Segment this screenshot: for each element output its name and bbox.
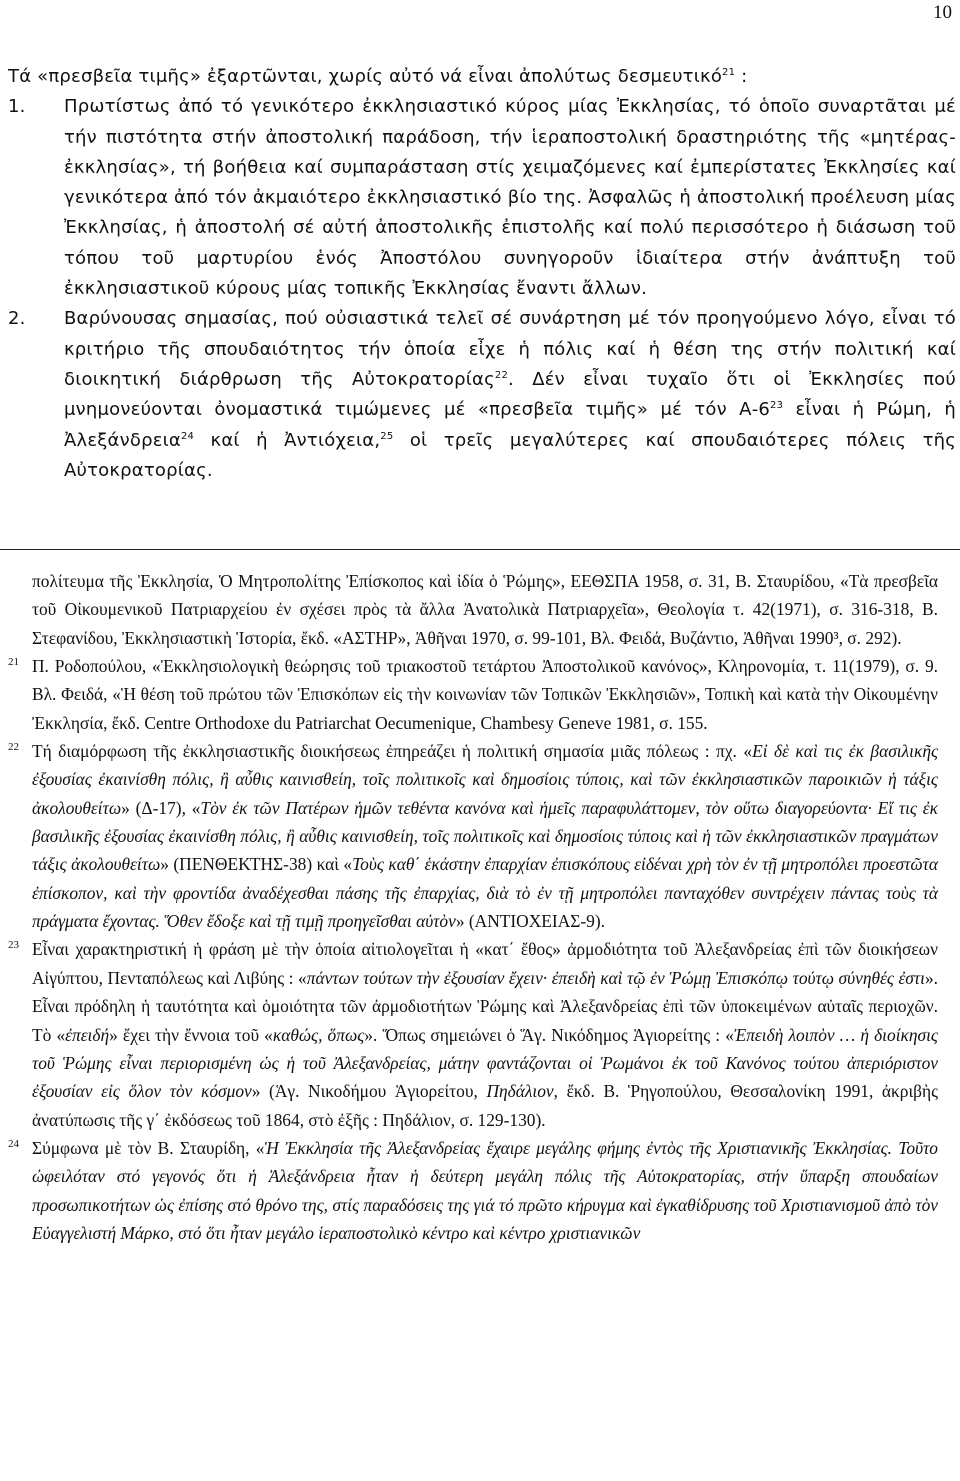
footnote-23: 23 Εἶναι χαρακτηριστική ἡ φράση μὲ τὴν ὁποία αἰτιολογεῖται ἡ «κατ΄ ἔθος» ἀρμοδιότητα τοῦ Ἀλεξανδρείας ἐπὶ τῶν διοικήσεων Αἰγύπτου, Πενταπόλεως καὶ Λιβύης : «πάντων τούτων τὴν ἐξουσίαν ἔχειν· ἐπειδὴ καὶ τῷ ἐν Ῥώμῃ Ἐπισκόπῳ τούτῳ σύνηθές ἐστι». Εἶναι πρόδηλη ἡ ταυτότητα καὶ ὁμοιότητα τῶν ἀρμοδιοτήτων Ῥώμης καὶ Ἀλεξανδρείας ἐπὶ τῶν ὑποκειμένων αὐταῖς περιοχῶν. Τὸ «ἐπειδή» ἔχει τὴν ἔννοια τοῦ «καθώς, ὅπως». Ὅπως σημειώνει ὁ Ἅγ. Νικόδημος Ἁγιορείτης : «Ἐπειδὴ λοιπὸν … ἡ διοίκησις τοῦ Ῥώμης εἶναι περιορισμένη ὡς ἡ τοῦ Ἀλεξανδρείας, μάτην φαντάζονται οἱ Ῥωμάνοι ἐκ τοῦ Κανόνος τούτου ἀπεριόριστον ἐξουσίαν εἰς ὅλον τὸν κόσμον» (Ἁγ. Νικοδήμου Ἁγιορείτου, Πηδάλιον, ἔκδ. Β. Ῥηγοπούλου, Θεσσαλονίκη 1991, ἀκριβὴς ἀνατύπωσις τῆς γ΄ ἐκδόσεως τοῦ 1864, στὸ ἐξῆς : Πηδάλιον, σ. 129-130). <box>8 935 938 1133</box>
list-item-number: 1. <box>8 96 26 118</box>
footnote-ref-23[interactable]: 23 <box>770 400 784 412</box>
footnote-ref-24[interactable]: 24 <box>180 430 195 442</box>
main-text <box>8 62 956 486</box>
footnote-ref-21[interactable]: 21 <box>722 67 736 78</box>
footnote-number: 23 <box>8 939 19 952</box>
footnote-22: 22 Τή διαμόρφωση τῆς ἐκκλησιαστικῆς διοικήσεως ἐπηρεάζει ἡ πολιτική σημασία μιᾶς πόλεως : πχ. «Εἰ δὲ καὶ τις ἐκ βασιλικῆς ἐξουσίας ἐκαινίσθη πόλις, ἢ αὖθις καινισθείη, τοῖς πολιτικοῖς καὶ δημοσίοις τύποις, καὶ τῶν ἐκκλησιαστικῶν παροικιῶν ἡ τάξις ἀκολουθείτω» (Δ-17), «Τὸν ἐκ τῶν Πατέρων ἡμῶν τεθέντα κανόνα καὶ ἡμεῖς παραφυλάττομεν, τὸν οὕτω διαγορεύοντα· Εἴ τις ἐκ βασιλικῆς ἐξουσίας ἐκαινίσθη πόλις, ἢ αὖθις καινισθείη, τοῖς πολιτικοῖς καὶ δημοσίοις τύποις καὶ ἡ τῶν ἐκκλησιαστικῶν πραγμάτων τάξις ἀκολουθείτω» (ΠΕΝΘΕΚΤΗΣ-38) καὶ «Τοὺς καθ΄ ἑκάστην ἐπαρχίαν ἐπισκόπους εἰδέναι χρὴ τὸν ἐν τῇ μητροπόλει προεστῶτα ἐπίσκοπον, καὶ τὴν φροντίδα ἀναδέχεσθαι πάσης τῆς ἐπαρχίας, διὰ τὸ ἐν τῇ μητροπόλει πανταχόθεν συντρέχειν πάντας τοὺς τὰ πράγματα ἔχοντας. Ὅθεν ἔδοξε καὶ τῇ τιμῇ προηγεῖσθαι αὐτὸν» (ΑΝΤΙΟΧΕΙΑΣ-9). <box>8 737 938 935</box>
page-number: 10 <box>933 2 952 23</box>
footnote-24: 24 Σύμφωνα μὲ τὸν Β. Σταυρίδη, «Ἡ Ἐκκλησία τῆς Ἀλεξανδρείας ἔχαιρε μεγάλης φήμης ἐντὸς τῆς Χριστιανικῆς Ἐκκλησίας. Τοῦτο ὠφειλόταν στό γεγονός ὅτι ἡ Ἀλεξάνδρεια ἦταν ἡ δεύτερη μεγάλη πόλις τῆς Αὐτοκρατορίας, στήν ὕπαρξη σπουδαίων προσωπικοτήτων ὡς ἐπίσης στό θρόνο της, στίς παραδόσεις της γιά τό πρῶτο κήρυγμα καὶ ἐγκαθίδρυσης τοῦ Χριστιανισμοῦ ἀπὸ τὸν Εὐαγγελιστή Μάρκο, στό ὅτι ἦταν μεγάλο ἱεραποστολικὸ κέντρο καὶ κέντρο χριστιανικῶν <box>8 1134 938 1247</box>
footnote-21: 21 Π. Ροδοπούλου, «Ἐκκλησιολογικὴ θεώρησις τοῦ τριακοστοῦ τετάρτου Ἀποστολικοῦ κανόνος», Κληρονομία, τ. 11(1979), σ. 9. Βλ. Φειδά, «Ἡ θέση τοῦ πρώτου τῶν Ἐπισκόπων εἰς τὴν κοινωνίαν τῶν Τοπικῶν Ἐκκλησιῶν», Τοπικὴ καὶ κατὰ τὴν Οἰκουμένην Ἐκκλησία, ἔκδ. Centre Orthodoxe du Patriarchat Oecumenique, Chambesy Geneve 1981, σ. 155. <box>8 652 938 737</box>
footnote-number: 24 <box>8 1137 19 1150</box>
footnote-number: 21 <box>8 656 19 669</box>
footnotes <box>8 567 938 1247</box>
footnote-ref-22[interactable]: 22 <box>494 369 509 381</box>
list-item-number: 2. <box>8 308 26 330</box>
list-item-2: 2. Βαρύνουσας σημασίας, πού οὐσιαστικά τελεῖ σέ συνάρτηση μέ τόν προηγούμενο λόγο, εἶναι τό κριτήριο τῆς σπουδαιότητος τήν ὁποία εἶχε ἡ πόλις καί ἡ θέση της στήν πολιτική καί διοικητική διάρθρωση τῆς Αὐτοκρατορίας$^{22}$. Δέν εἶναι τυχαῖο ὅτι οἱ Ἐκκλησίες πού μνημονεύονται ὀνομαστικά τιμώμενες μέ «πρεσβεῖα τιμῆς» μέ τόν $A-6^{23}$ εἶναι ἡ Ρώμη, ἡ Ἀλεξάνδρεια$^{24}$ καί ἡ Ἀντιόχεια,$^{25}$ οἱ τρεῖς μεγαλύτερες καί σπουδαιότερες πόλεις τῆς Αὐτοκρατορίας. <box>8 304 956 486</box>
intro-paragraph: Τά «πρεσβεῖα τιμῆς» ἐξαρτῶνται, χωρίς αὐτό νά εἶναι ἀπολύτως δεσμευτικό$^{21}$ : <box>8 66 748 87</box>
list-item-1: 1. Πρωτίστως ἀπό τό γενικότερο ἐκκλησιαστικό κύρος μίας Ἐκκλησίας, τό ὁποῖο συναρτᾶται μέ τήν πιστότητα στήν ἀποστολική παράδοση, τήν ἱεραποστολική δραστηριότης τῆς «μητέρας-ἐκκλησίας», τή βοήθεια καί συμπαράσταση στίς χειμαζόμενες καί ἐμπερίστατες Ἐκκλησίες καί γενικότερα ἀπό τόν ἀκμαιότερο ἐκκλησιαστικό βίο της. Ἀσφαλῶς ἡ ἀποστολική προέλευση μίας Ἐκκλησίας, ἡ ἀποστολή σέ αὐτή ἀποστολικῆς ἐπιστολῆς καί πολύ περισσότερο ἡ διάσωση τοῦ τόπου τοῦ μαρτυρίου ἑνός Ἀποστόλου συνηγοροῦν ἰδιαίτερα στήν ἀνάπτυξη τοῦ ἐκκλησιαστικοῦ κύρους μίας τοπικῆς Ἐκκλησίας ἔναντι ἄλλων. <box>8 92 956 304</box>
footnote-ref-25[interactable]: 25 <box>380 430 394 442</box>
footnote-number: 22 <box>8 741 19 754</box>
footnote-continued: πολίτευμα τῆς Ἐκκλησία, Ὁ Μητροπολίτης Ἐπίσκοπος καὶ ἰδία ὁ Ῥώμης», ΕΕΘΣΠΑ 1958, σ. 31, Β. Σταυρίδου, «Τὰ πρεσβεῖα τοῦ Οἰκουμενικοῦ Πατριαρχείου ἐν σχέσει πρὸς τὰ ἄλλα Ἀνατολικὰ Πατριαρχεῖα», Θεολογία τ. 42(1971), σ. 316-318, Β. Στεφανίδου, Ἐκκλησιαστικὴ Ἱστορία, ἔκδ. «ΑΣΤΗΡ», Ἀθῆναι 1970, σ. 99-101, Βλ. Φειδά, Βυζάντιο, Ἀθῆναι 1990³, σ. 292). <box>32 571 938 648</box>
footnote-divider <box>0 549 960 550</box>
